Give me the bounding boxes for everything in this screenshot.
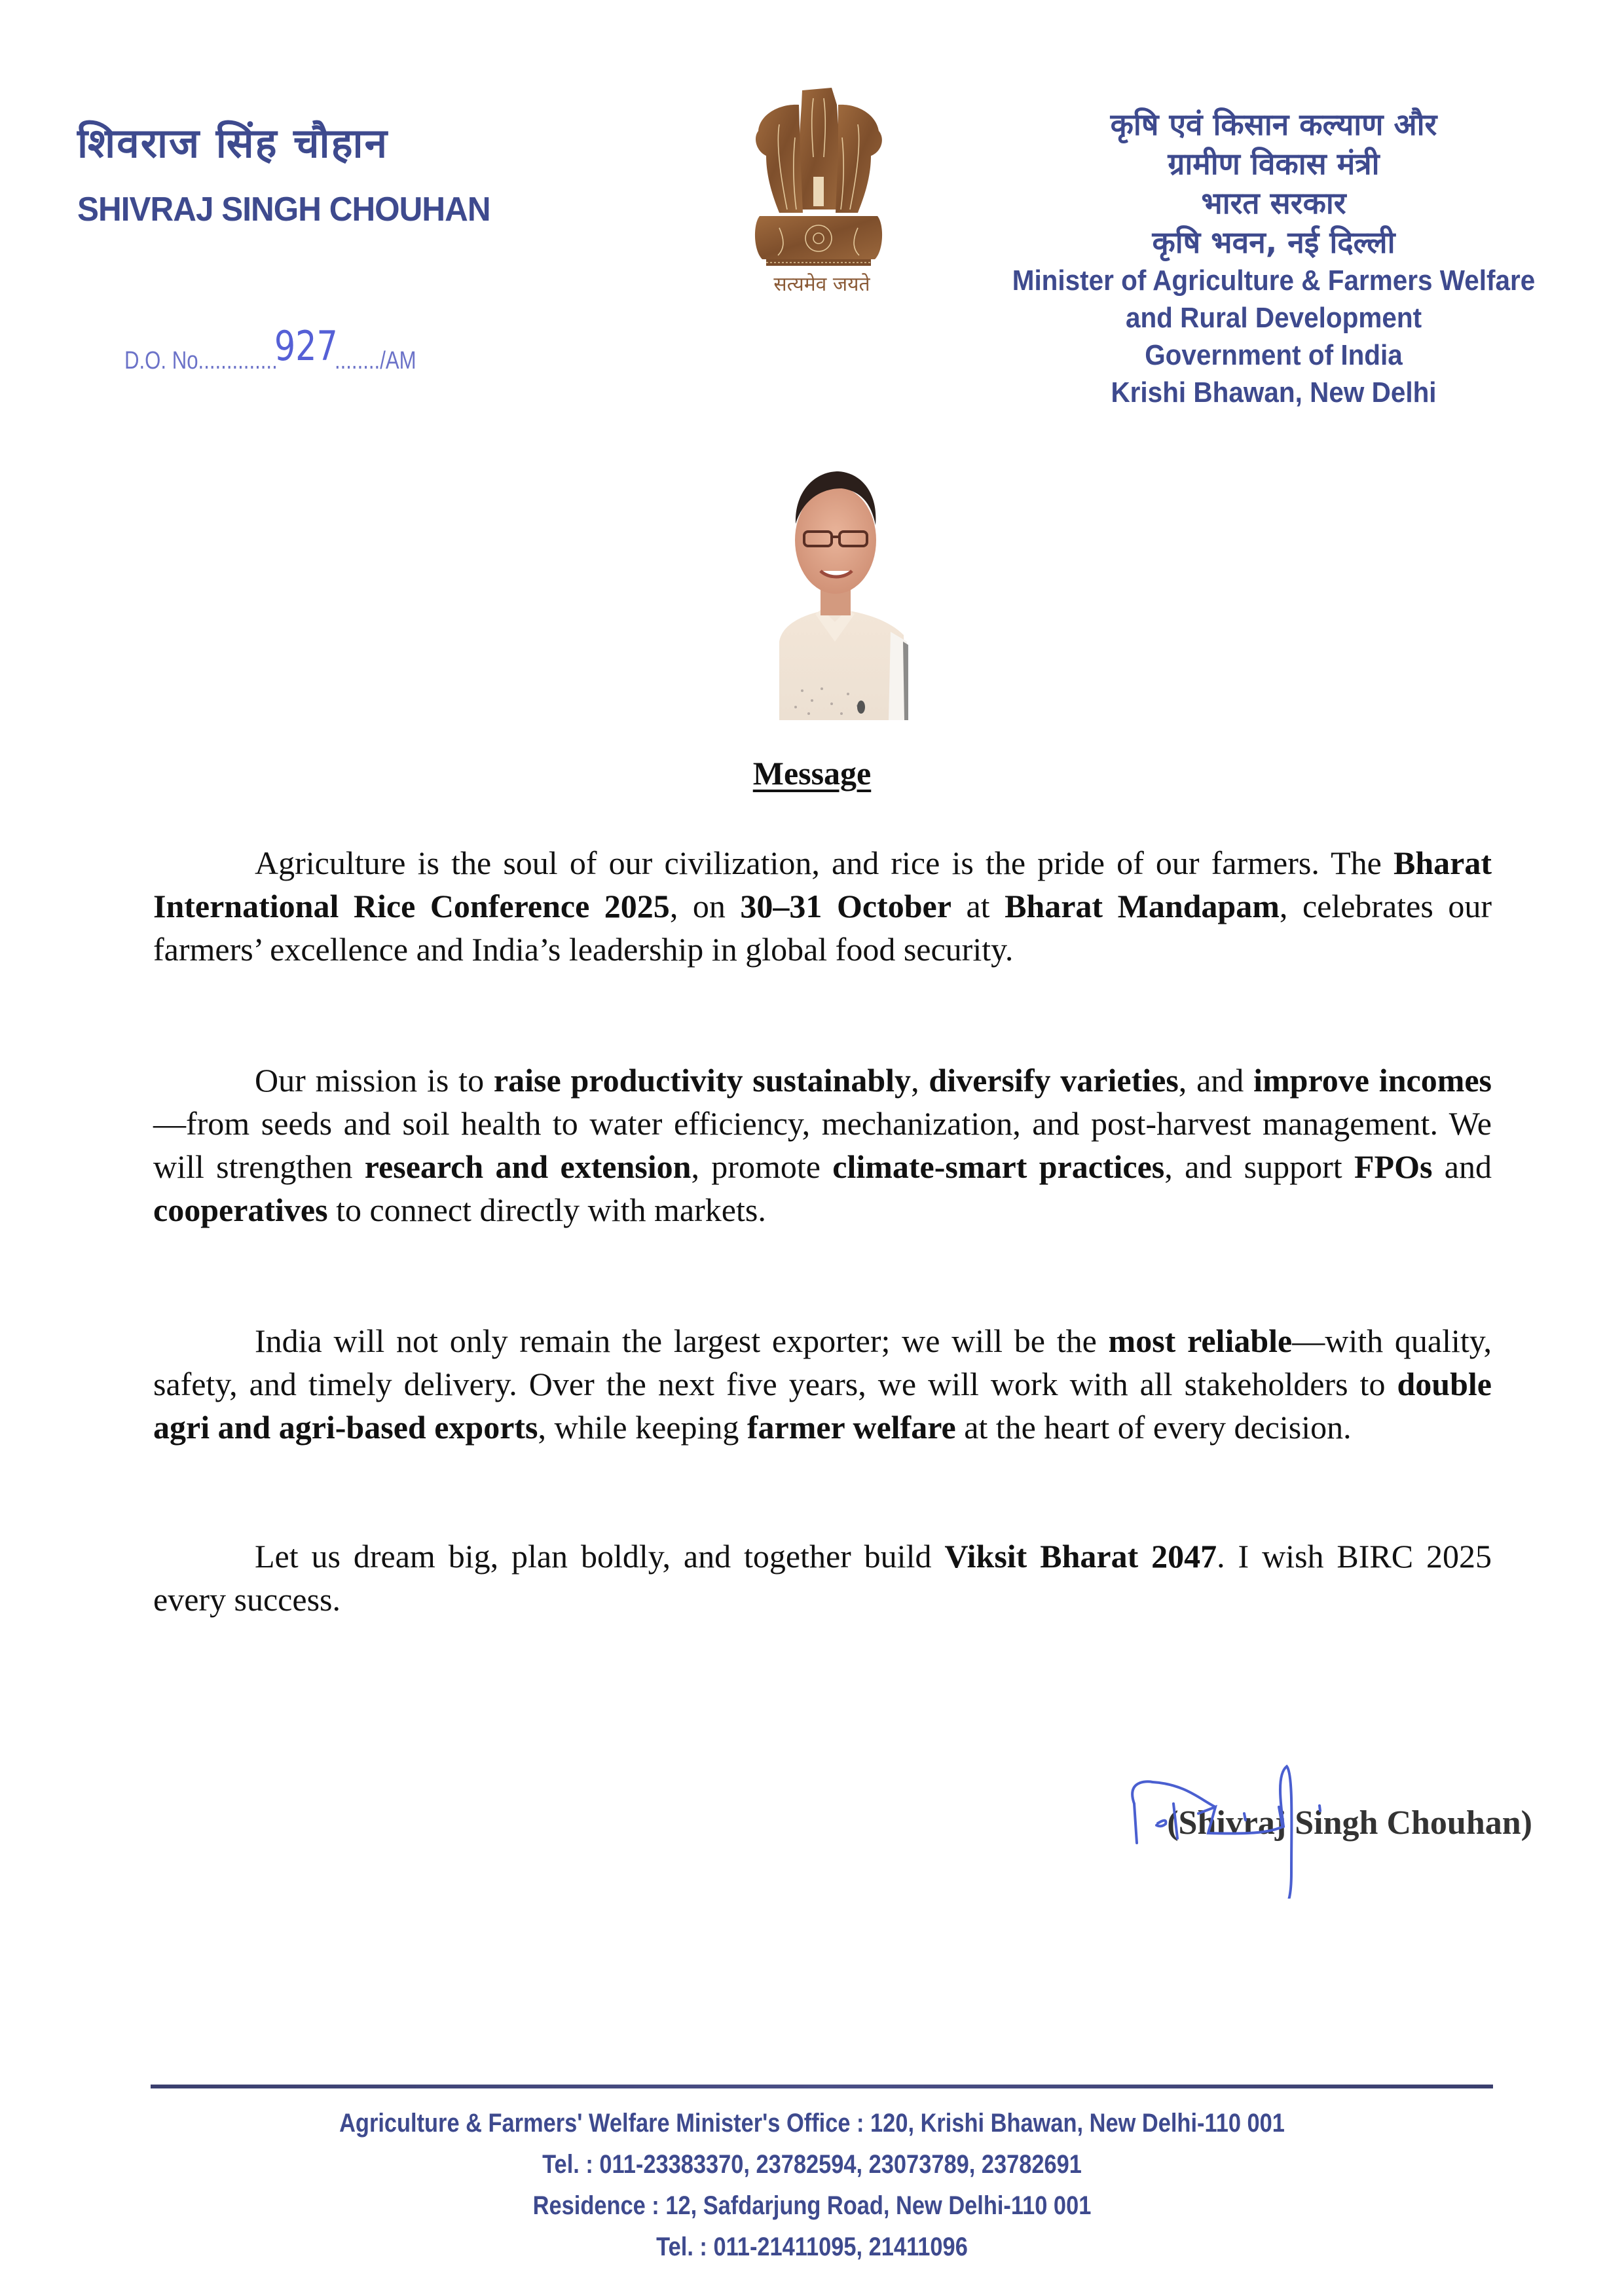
footer-office-address: Agriculture & Farmers' Welfare Minister's Office : 120, Krishi Bhawan, New Delhi-110 001 — [339, 2109, 1285, 2138]
emphasis-text: Bharat Mandapam — [1005, 888, 1280, 924]
footer-office-phone: Tel. : 011-23383370, 23782594, 23073789, 23782691 — [542, 2150, 1082, 2179]
body-text-run: Let us dream big, plan boldly, and together build — [255, 1538, 945, 1575]
designation-english-line: Government of India — [1145, 339, 1403, 371]
body-text-run: Our mission is to — [255, 1062, 494, 1099]
body-text-run: at — [951, 888, 1005, 924]
body-text-run: Agriculture is the soul of our civilization, and rice is the pride of our farmers. The — [255, 845, 1393, 881]
body-text-run: , celebrates our farmers’ excellence and India’s leadership in global food security. — [153, 888, 1492, 968]
body-text-run: to connect directly with markets. — [327, 1192, 766, 1228]
body-text-run: . I wish BIRC 2025 every success. — [153, 1538, 1492, 1618]
designation-hindi-line: ग्रामीण विकास मंत्री — [1168, 146, 1380, 181]
national-emblem-icon — [740, 79, 897, 282]
body-text-run: , — [911, 1062, 929, 1099]
emphasis-text: diversify varieties — [929, 1062, 1179, 1099]
do-number-dots: ........ — [334, 347, 380, 374]
body-text-run: India will not only remain the largest exporter; we will be the — [255, 1322, 1109, 1359]
emphasis-text: double agri and agri-based exports — [153, 1366, 1492, 1446]
body-text-run: , while keeping — [538, 1409, 747, 1446]
footer-residence-address: Residence : 12, Safdarjung Road, New Delhi-110 001 — [532, 2191, 1092, 2220]
paragraph-text — [153, 841, 1492, 971]
body-text-run: and — [1432, 1148, 1492, 1185]
signatory-name: (Shivraj Singh Chouhan) — [1167, 1804, 1532, 1842]
message-title — [0, 754, 1624, 792]
designation-english-line: Minister of Agriculture & Farmers Welfare — [1012, 264, 1536, 297]
designation-english-line: Krishi Bhawan, New Delhi — [1111, 376, 1437, 409]
do-number-prefix: D.O. No — [124, 347, 198, 374]
body-text-run: , and — [1178, 1062, 1254, 1099]
body-text-run: —with quality, safety, and timely delivery. Over the next five years, we will work with all stakeholders to — [153, 1322, 1492, 1402]
designation-hindi-line: कृषि भवन, नई दिल्ली — [1152, 225, 1395, 260]
minister-name-hindi: शिवराज सिंह चौहान — [77, 119, 388, 167]
footer-contact — [0, 2103, 1624, 2268]
emphasis-text: improve incomes — [1253, 1062, 1492, 1099]
handwritten-signature-icon — [1061, 1728, 1532, 1899]
body-text-run: , and support — [1164, 1148, 1354, 1185]
designation-block — [943, 105, 1604, 411]
message-paragraph-2 — [153, 1059, 1492, 1231]
emphasis-text: Viksit Bharat 2047 — [944, 1538, 1217, 1575]
paragraph-text — [153, 1535, 1492, 1621]
do-number-dots: .............. — [198, 347, 278, 374]
emblem-motto: सत्यमेव जयते — [773, 273, 870, 296]
emphasis-text: farmer welfare — [747, 1409, 956, 1446]
message-paragraph-3 — [153, 1319, 1492, 1449]
emphasis-text: cooperatives — [153, 1192, 328, 1228]
body-text-run: , promote — [691, 1148, 833, 1185]
paragraph-text — [153, 1059, 1492, 1231]
designation-hindi-line: कृषि एवं किसान कल्याण और — [1110, 107, 1437, 142]
minister-portrait — [717, 445, 953, 720]
do-number — [124, 322, 416, 375]
paragraph-text — [153, 1319, 1492, 1449]
body-text-run: , on — [669, 888, 741, 924]
do-number-suffix: /AM — [380, 347, 416, 374]
do-number-value: 927 — [274, 322, 338, 370]
designation-english-line: and Rural Development — [1125, 302, 1422, 334]
message-paragraph-4 — [153, 1535, 1492, 1621]
body-text-run: —from seeds and soil health to water efficiency, mechanization, and post-harvest management. We will strengthen — [153, 1105, 1492, 1185]
body-text-run: at the heart of every decision. — [955, 1409, 1352, 1446]
emphasis-text: most reliable — [1108, 1322, 1293, 1359]
emphasis-text: raise productivity sustainably — [493, 1062, 912, 1099]
minister-name-english: SHIVRAJ SINGH CHOUHAN — [77, 191, 490, 228]
signature-block — [1061, 1728, 1532, 1899]
emphasis-text: climate-smart practices — [832, 1148, 1165, 1185]
footer-divider — [151, 2085, 1493, 2088]
message-title-text: Message — [752, 755, 872, 792]
designation-hindi-line: भारत सरकार — [1201, 185, 1346, 221]
message-paragraph-1 — [153, 841, 1492, 971]
footer-residence-phone: Tel. : 011-21411095, 21411096 — [656, 2232, 968, 2261]
emphasis-text: FPOs — [1354, 1148, 1433, 1185]
emphasis-text: 30–31 October — [740, 888, 951, 924]
emphasis-text: Bharat International Rice Conference 2025 — [153, 845, 1492, 924]
emphasis-text: research and extension — [364, 1148, 692, 1185]
